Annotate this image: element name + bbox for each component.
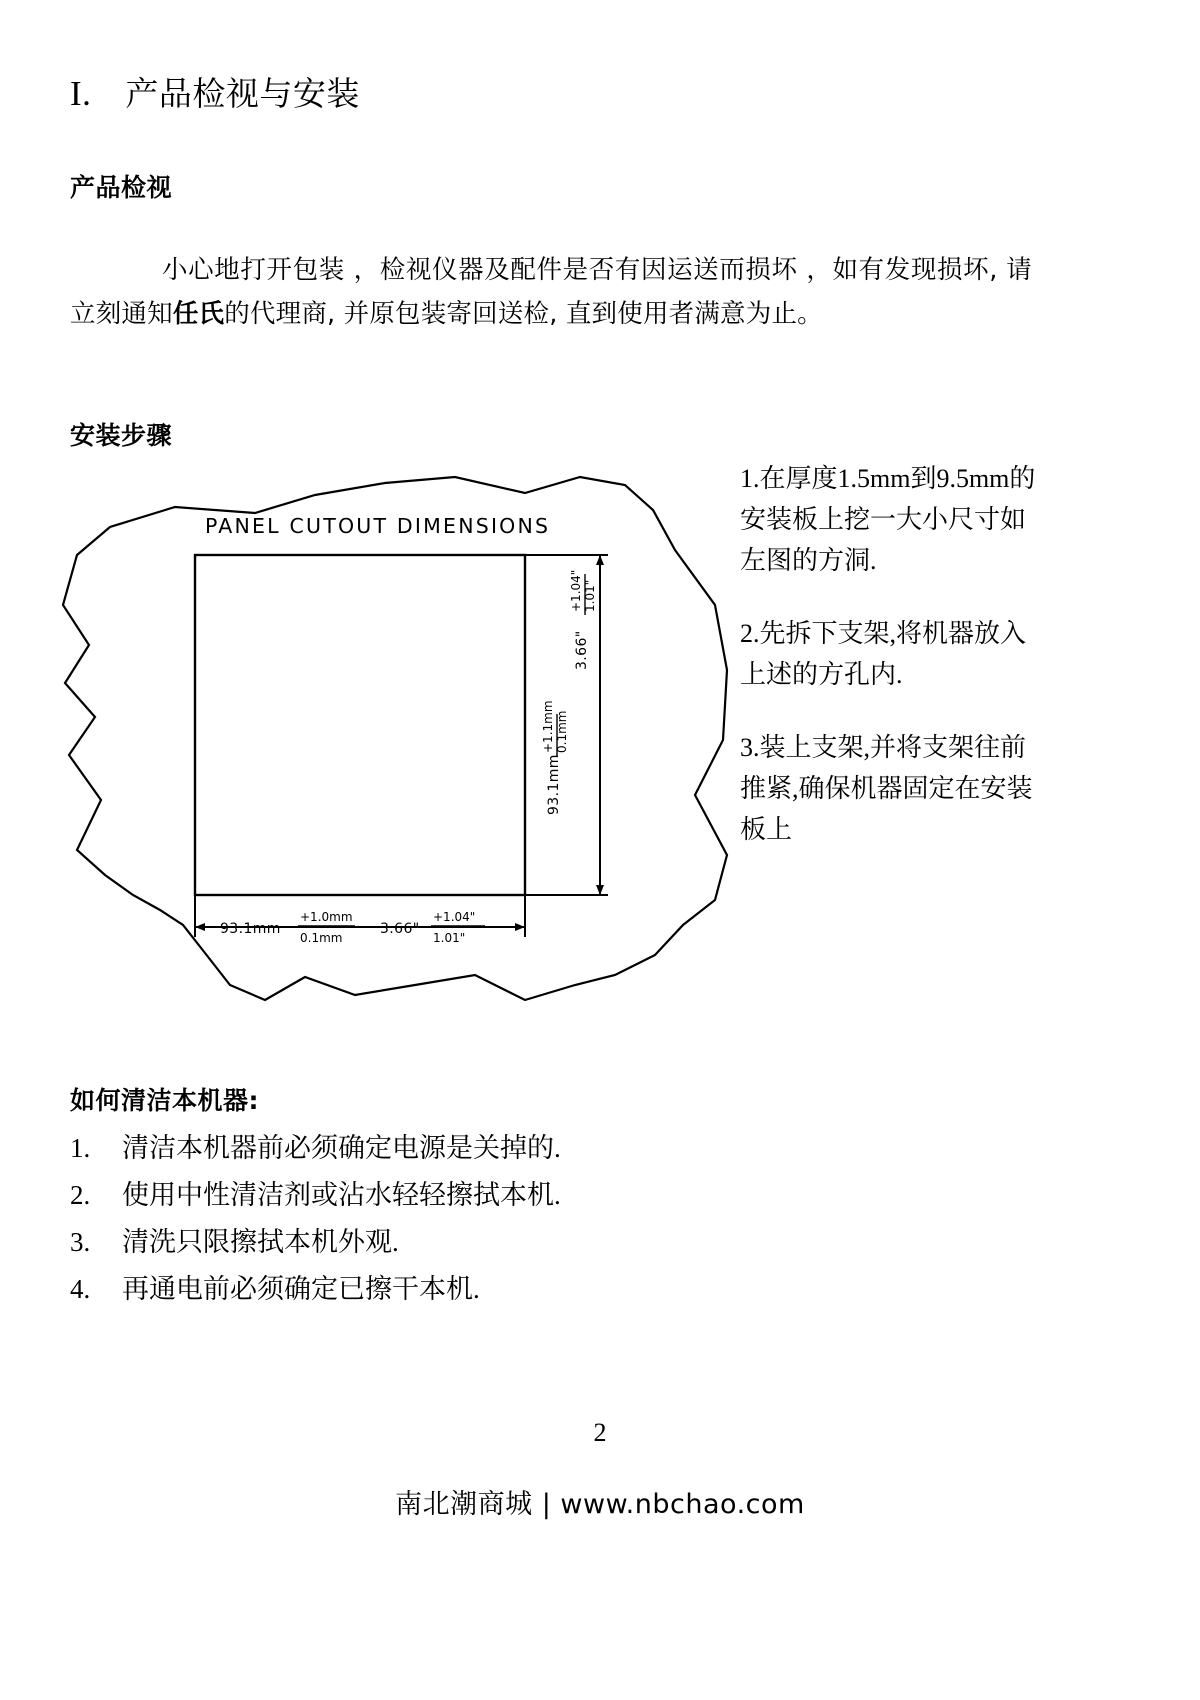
list-item <box>70 1266 930 1313</box>
svg-text:+1.0mm: +1.0mm <box>300 910 353 924</box>
cleaning-instructions-list <box>70 1125 930 1313</box>
svg-text:0.1mm: 0.1mm <box>300 931 343 945</box>
list-item-text: 再通电前必须确定已擦干本机. <box>122 1274 480 1304</box>
page-number: 2 <box>593 1418 607 1447</box>
svg-text:+1.1mm: +1.1mm <box>541 700 555 753</box>
list-item <box>70 1219 930 1266</box>
footer-watermark: 南北潮商城 | www.nbchao.com <box>395 1489 805 1520</box>
paragraph-part-2: 的代理商, 并原包装寄回送检, 直到使用者满意为止。 <box>224 299 823 329</box>
install-step: 3.装上支架,并将支架往前推紧,确保机器固定在安装板上 <box>740 733 1033 844</box>
install-step: 2.先拆下支架,将机器放入上述的方孔内. <box>740 619 1027 689</box>
svg-text:1.01": 1.01" <box>433 931 466 945</box>
list-item-text: 清洗只限擦拭本机外观. <box>122 1227 399 1257</box>
list-marker: 3. <box>70 1227 91 1257</box>
heading-product-inspection: 产品检视 <box>70 173 173 202</box>
list-marker: 1. <box>70 1133 91 1163</box>
list-item <box>70 1125 930 1172</box>
svg-text:93.1mm: 93.1mm <box>220 921 281 937</box>
chapter-numeral: I. <box>70 74 92 113</box>
cutout-rectangle <box>195 555 525 895</box>
paragraph-part-1: 小心地打开包装 ，检视仪器及配件是否有因运送而损坏 ，如有发现损坏, 请立刻通知 <box>70 255 1032 329</box>
panel-cutout-diagram <box>55 455 745 1015</box>
chapter-title-text: 产品检视与安装 <box>125 74 360 113</box>
install-step: 1.在厚度1.5mm到9.5mm的安装板上挖一大小尺寸如左图的方洞. <box>740 464 1036 575</box>
diagram-title: PANEL CUTOUT DIMENSIONS <box>205 514 551 538</box>
svg-text:+1.04": +1.04" <box>569 569 583 612</box>
heading-how-to-clean: 如何清洁本机器: <box>70 1086 259 1115</box>
svg-text:1.01": 1.01" <box>583 579 597 612</box>
svg-text:3.66": 3.66" <box>574 630 590 670</box>
list-item-text: 清洁本机器前必须确定电源是关掉的. <box>122 1133 561 1163</box>
svg-text:0.1mm: 0.1mm <box>555 710 569 753</box>
list-marker: 4. <box>70 1274 91 1304</box>
page-title <box>70 72 360 116</box>
list-item-text: 使用中性清洁剂或沾水轻轻擦拭本机. <box>122 1180 561 1210</box>
svg-text:+1.04": +1.04" <box>433 910 476 924</box>
svg-text:93.1mm: 93.1mm <box>546 754 562 815</box>
installation-steps-list <box>740 458 1040 850</box>
heading-installation-steps: 安装步骤 <box>70 421 173 450</box>
svg-text:3.66": 3.66" <box>380 921 420 937</box>
list-marker: 2. <box>70 1180 91 1210</box>
inspection-paragraph <box>70 248 1032 336</box>
paragraph-emphasis: 任氏 <box>172 299 225 329</box>
list-item <box>70 1172 930 1219</box>
